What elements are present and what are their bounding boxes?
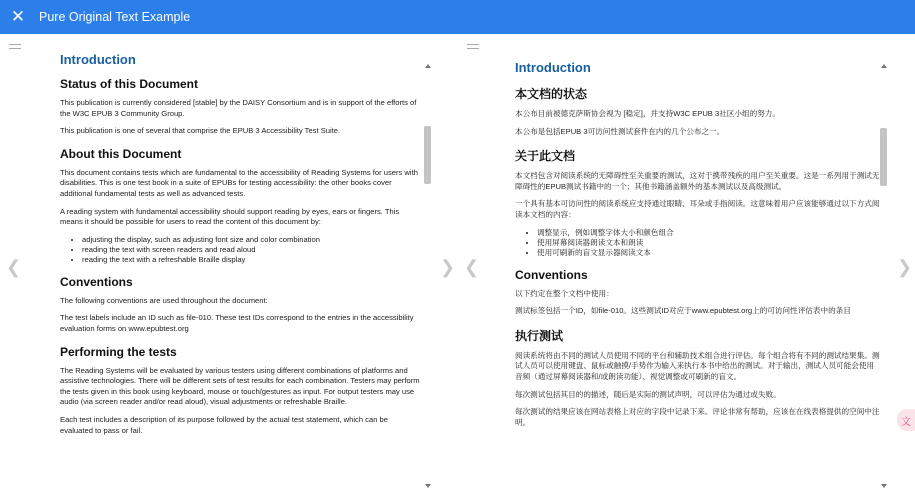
status-paragraph: This publication is currently considered [stable] by the DAISY Consortium and is in support of the efforts of the W3C EPUB 3 Community Group.	[60, 98, 417, 118]
scroll-down-icon[interactable]	[881, 484, 887, 488]
performing-heading: 执行测试	[515, 328, 564, 343]
performing-paragraph: 每次测试包括其目的的描述，随后是实际的测试声明，可以评估为通过或失败。	[515, 389, 781, 399]
english-reader-pane[interactable]	[54, 54, 422, 492]
conventions-paragraph: The test labels include an ID such as file-010. These test IDs correspond to the entries in the accessibility evaluation forms on www.epubtest.org	[60, 313, 414, 333]
about-paragraph: A reading system with fundamental accessibility should support reading by eyes, ears or fingers. This means it should be possible for users to read the content of this document by:	[60, 206, 400, 227]
about-list	[537, 228, 881, 258]
performing-paragraph: Each test includes a description of its purpose followed by the actual test statement, which can be evaluated to pass or fail.	[60, 414, 388, 435]
conventions-heading: Conventions	[515, 267, 588, 282]
status-heading: 本文档的状态	[515, 87, 588, 101]
about-heading: 关于此文档	[515, 149, 576, 164]
conventions-paragraph: The following conventions are used throughout the document:	[60, 295, 268, 305]
status-paragraph: This publication is one of several that comprise the EPUB 3 Accessibility Test Suite.	[60, 126, 341, 136]
about-paragraph: 一个具有基本可访问性的阅读系统应支持通过眼睛、耳朵或手指阅读。这意味着用户应该能够通过以下方式阅读本文档的内容：	[515, 199, 880, 219]
left-pane-next-icon[interactable]: ❯	[440, 257, 456, 277]
conventions-heading: Conventions	[60, 274, 133, 289]
right-pane-prev-icon[interactable]: ❮	[464, 257, 480, 277]
about-list	[82, 235, 422, 265]
conventions-paragraph: 测试标签包括一个ID，如file-010。这些测试ID对应于www.epubtest.org上的可访问性评估表中的条目	[515, 306, 851, 316]
chinese-reader-pane[interactable]	[509, 54, 881, 492]
introduction-heading: Introduction	[515, 60, 591, 75]
list-item: • 调整显示，例如调整字体大小和颜色组合	[537, 228, 881, 238]
about-paragraph: This document contains tests which are fundamental to the accessibility of Reading Systems for users with disabilities. This is one test book in a suite of EPUBs for testing accessibility: the other books cover additional fundamental tests as well as advanced tests.	[60, 167, 418, 198]
list-item: • 使用可刷新的盲文显示器阅读文本	[537, 248, 881, 258]
introduction-heading: Introduction	[60, 54, 136, 67]
performing-paragraph: 阅读系统将由不同的测试人员使用不同的平台和辅助技术组合进行评估。每个组合将有不同的测试结果集。测试人员可以使用键盘、鼠标或触摸/手势作为输入来执行本书中给出的测试。对于输出，测试人员可能会使用音频（通过屏幕阅读器和/或朗读功能）、视觉调整或可刷新的盲文。	[515, 350, 880, 381]
about-heading: About this Document	[60, 146, 182, 161]
scroll-up-icon[interactable]	[881, 64, 887, 68]
app-bar	[0, 0, 915, 34]
scroll-thumb[interactable]	[880, 128, 887, 186]
status-heading: Status of this Document	[60, 77, 199, 91]
performing-heading: Performing the tests	[60, 344, 177, 359]
performing-paragraph: 每次测试的结果应该在网站表格上对应的字段中记录下来。评论非常有帮助，应该在在线表格提供的空间中注明。	[515, 407, 880, 427]
left-pane-prev-icon[interactable]: ❮	[6, 257, 22, 277]
app-title: Pure Original Text Example	[39, 10, 191, 24]
about-paragraph: 本文档包含对阅读系统的无障碍性至关重要的测试，这对于携带残疾的用户至关重要。这是一系列用于测试无障碍性的EPUB测试书籍中的一个；其他书籍涵盖额外的基本测试以及高级测试。	[515, 171, 880, 191]
list-item: • adjusting the display, such as adjusting font size and color combination	[82, 235, 422, 245]
list-item: • reading the text with a refreshable Braille display	[82, 255, 422, 265]
right-pane-drag-handle[interactable]	[467, 44, 479, 52]
close-icon[interactable]: ✕	[10, 7, 26, 26]
performing-paragraph: The Reading Systems will be evaluated by various testers using different combinations of platforms and assistive technologies. There will be different sets of test results for each combination. Testers may perform the tests given in this book using keyboard, mouse or touch/gestures as input. For output testers may use audio (via screen reader and/or read aloud), visual adjustments or refreshable Braille.	[60, 365, 420, 407]
right-pane-next-icon[interactable]: ❯	[897, 257, 913, 277]
list-item: • reading the text with screen readers and read aloud	[82, 245, 422, 255]
translate-icon[interactable]: 文	[897, 409, 915, 431]
left-pane-drag-handle[interactable]	[9, 44, 21, 52]
left-pane-scrollbar[interactable]	[423, 60, 433, 492]
status-paragraph: 本公布目前被德克萨斯协会视为 [稳定]，并支持W3C EPUB 3社区小组的努力。	[515, 109, 780, 118]
scroll-up-icon[interactable]	[425, 64, 431, 68]
list-item: • 使用屏幕阅读器朗读文本和朗读	[537, 238, 881, 248]
right-pane-scrollbar[interactable]	[879, 60, 889, 492]
scroll-down-icon[interactable]	[425, 484, 431, 488]
status-paragraph: 本公布是包括EPUB 3可访问性测试套件在内的几个公布之一。	[515, 126, 725, 136]
conventions-paragraph: 以下约定在整个文档中使用：	[515, 288, 614, 298]
scroll-thumb[interactable]	[424, 126, 431, 184]
